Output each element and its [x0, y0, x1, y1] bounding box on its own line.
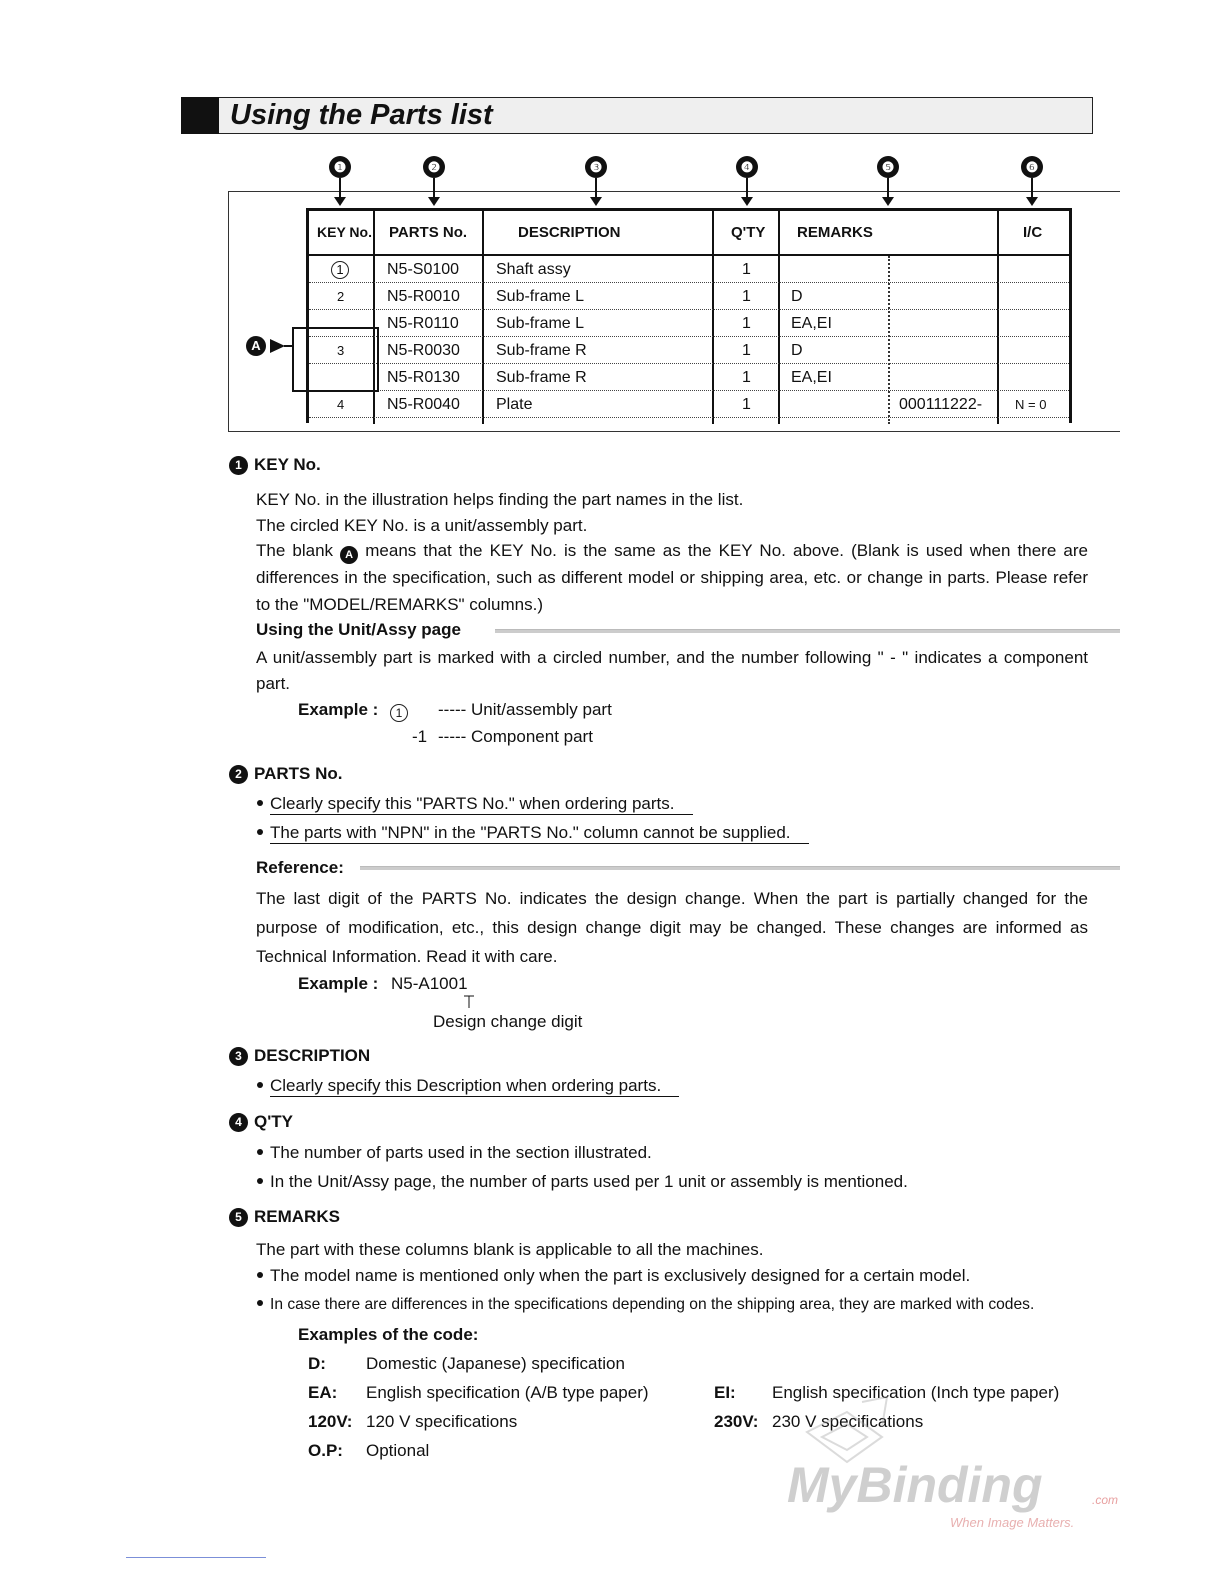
bullet-text: In case there are differences in the specifications depending on the shipping area, they are marked with codes. — [270, 1296, 1035, 1313]
a-marker: A — [246, 336, 266, 356]
cell-parts-no: N5-R0130 — [387, 369, 460, 386]
cell-key: 2 — [337, 289, 345, 304]
page-header — [181, 97, 1093, 134]
code-label: 230V: — [714, 1412, 759, 1431]
cell-description: Sub-frame L — [496, 315, 585, 332]
paragraph: The circled KEY No. is a unit/assembly part. — [256, 516, 588, 535]
watermark-suffix: .com — [1092, 1493, 1119, 1507]
callout-5: ❺ — [877, 156, 899, 178]
parts-table — [306, 208, 1072, 423]
header-bar — [181, 97, 219, 134]
section-remarks-heading — [229, 1207, 340, 1227]
bullet-item — [256, 1172, 908, 1192]
bullet-dot — [257, 1300, 263, 1306]
code-description: English specification (Inch type paper) — [772, 1383, 1060, 1402]
section-title: Q'TY — [254, 1112, 293, 1131]
table-row — [309, 256, 1069, 283]
cell-remarks: EA,EI — [791, 369, 832, 386]
subheading-reference: Reference: — [256, 858, 344, 877]
watermark-brand: MyBinding — [787, 1457, 1043, 1513]
section-key-no-heading — [229, 455, 321, 475]
circled-number: 1 — [390, 704, 408, 722]
bullet-item — [256, 1266, 970, 1286]
code-label: D: — [308, 1354, 326, 1373]
cell-description: Sub-frame R — [496, 342, 587, 359]
divider — [495, 629, 1120, 633]
cell-remarks: D — [791, 342, 803, 359]
cell-key: 4 — [337, 397, 345, 412]
example-note: Design change digit — [433, 1012, 583, 1031]
page-title: Using the Parts list — [230, 99, 493, 131]
cell-parts-no: N5-R0010 — [387, 288, 460, 305]
header-parts-no: PARTS No. — [389, 224, 468, 241]
table-row — [309, 310, 1069, 337]
blank-key-highlight-box — [292, 327, 379, 392]
pointer-arrow-icon — [270, 339, 285, 353]
text-fragment: The blank — [256, 541, 341, 560]
section-number-badge: 1 — [229, 456, 248, 475]
callout-arrow — [887, 178, 889, 198]
code-label: EI: — [714, 1383, 736, 1402]
code-description: English specification (A/B type paper) — [366, 1383, 649, 1402]
bullet-dot — [257, 1149, 263, 1155]
paragraph — [256, 537, 1088, 618]
section-parts-no-heading — [229, 764, 342, 784]
cell-qty: 1 — [742, 261, 751, 278]
code-label: 120V: — [308, 1412, 353, 1431]
section-title: DESCRIPTION — [254, 1046, 371, 1065]
cell-key: 3 — [337, 343, 345, 358]
header-remarks: REMARKS — [797, 224, 873, 241]
cell-ic: N = 0 — [1015, 397, 1047, 412]
example-circled-number — [390, 700, 408, 722]
code-label: O.P: — [308, 1441, 343, 1460]
cell-description: Plate — [496, 396, 533, 413]
cell-qty: 1 — [742, 396, 751, 413]
subheading-unit-assy: Using the Unit/Assy page — [256, 620, 461, 639]
code-description: Domestic (Japanese) specification — [366, 1354, 625, 1373]
divider — [360, 866, 1120, 870]
a-marker-inline: A — [340, 546, 358, 564]
table-header — [309, 211, 1069, 256]
header-key-no: KEY No. — [317, 224, 372, 240]
bullet-item — [256, 1076, 679, 1096]
header-ic: I/C — [1023, 224, 1043, 241]
section-title: PARTS No. — [254, 764, 343, 783]
cell-parts-no: N5-R0030 — [387, 342, 460, 359]
bullet-text: Clearly specify this "PARTS No." when ordering parts. — [270, 794, 693, 815]
table-row — [309, 391, 1069, 418]
code-label: EA: — [308, 1383, 338, 1402]
code-description: 120 V specifications — [366, 1412, 518, 1431]
callout-4: ❹ — [736, 156, 758, 178]
example-value: N5-A1001 — [391, 974, 468, 993]
cell-remarks: D — [791, 288, 803, 305]
cell-qty: 1 — [742, 369, 751, 386]
section-qty-heading — [229, 1112, 293, 1132]
cell-description: Sub-frame R — [496, 369, 587, 386]
section-number-badge: 4 — [229, 1113, 248, 1132]
cell-serial: 000111222- — [899, 396, 983, 413]
example-text: ----- Component part — [438, 727, 593, 746]
parts-list-diagram — [228, 153, 1120, 433]
section-number-badge: 2 — [229, 765, 248, 784]
cell-description: Sub-frame L — [496, 288, 585, 305]
text-fragment: means that the KEY No. is the same as the KEY No. above. (Blank is used when there are differences in the specification, such as different model or shipping area, etc. or change in parts. Please refer to the "MODEL/REMARKS" columns.) — [256, 541, 1088, 614]
circled-key-number: 1 — [331, 261, 349, 279]
bullet-item — [256, 1143, 652, 1163]
digit-pointer-icon — [463, 995, 475, 1009]
callout-arrow — [595, 178, 597, 198]
section-description-heading — [229, 1046, 370, 1066]
cell-description: Shaft assy — [496, 261, 571, 278]
callout-3: ❸ — [585, 156, 607, 178]
cell-remarks: EA,EI — [791, 315, 832, 332]
callout-arrow — [1031, 178, 1033, 198]
codes-heading: Examples of the code: — [298, 1325, 479, 1344]
section-number-badge: 5 — [229, 1208, 248, 1227]
bullet-item — [256, 1296, 1034, 1314]
example-label: Example : — [298, 700, 379, 719]
table-row — [309, 283, 1069, 310]
callout-1: ❶ — [329, 156, 351, 178]
cell-parts-no: N5-S0100 — [387, 261, 460, 278]
header-qty: Q'TY — [731, 224, 766, 241]
callout-6: ❻ — [1021, 156, 1043, 178]
watermark-tagline: When Image Matters. — [950, 1515, 1075, 1530]
cell-qty: 1 — [742, 315, 751, 332]
footer-line — [126, 1557, 266, 1558]
bullet-dot — [257, 829, 263, 835]
pointer-arrow-line — [284, 345, 292, 347]
bullet-text: The parts with "NPN" in the "PARTS No." column cannot be supplied. — [270, 823, 809, 844]
callout-arrow — [746, 178, 748, 198]
bullet-item — [256, 794, 693, 814]
bullet-text: The model name is mentioned only when the part is exclusively designed for a certain model. — [270, 1266, 971, 1285]
example-label: Example : — [298, 974, 379, 993]
code-description: Optional — [366, 1441, 430, 1460]
cell-parts-no: N5-R0040 — [387, 396, 460, 413]
bullet-text: The number of parts used in the section illustrated. — [270, 1143, 652, 1162]
section-title: KEY No. — [254, 455, 321, 474]
section-title: REMARKS — [254, 1207, 340, 1226]
header-description: DESCRIPTION — [518, 224, 621, 241]
paragraph: The part with these columns blank is applicable to all the machines. — [256, 1240, 764, 1259]
callout-arrow — [433, 178, 435, 198]
bullet-dot — [257, 1272, 263, 1278]
table-row — [309, 337, 1069, 364]
bullet-text: In the Unit/Assy page, the number of parts used per 1 unit or assembly is mentioned. — [270, 1172, 908, 1191]
bullet-dot — [257, 1178, 263, 1184]
code-description: 230 V specifications — [772, 1412, 924, 1431]
bullet-text: Clearly specify this Description when ordering parts. — [270, 1076, 679, 1097]
bullet-item — [256, 823, 809, 843]
bullet-dot — [257, 800, 263, 806]
section-number-badge: 3 — [229, 1047, 248, 1066]
cell-parts-no: N5-R0110 — [387, 315, 459, 332]
cell-key — [331, 256, 349, 283]
paragraph: A unit/assembly part is marked with a circled number, and the number following " - " indicates a component part. — [256, 648, 1088, 693]
example-text: ----- Unit/assembly part — [438, 700, 612, 719]
example-component-number: -1 — [412, 727, 428, 746]
table-row — [309, 364, 1069, 391]
cell-qty: 1 — [742, 342, 751, 359]
cell-qty: 1 — [742, 288, 751, 305]
paragraph: The last digit of the PARTS No. indicates the design change. When the part is partially changed for the purpose of modification, etc., this design change digit may be changed. These changes are informed as Technical Information. Read it with care. — [256, 889, 1088, 966]
paragraph: KEY No. in the illustration helps finding the part names in the list. — [256, 490, 744, 509]
bullet-dot — [257, 1082, 263, 1088]
callout-2: ❷ — [423, 156, 445, 178]
callout-arrow — [339, 178, 341, 198]
